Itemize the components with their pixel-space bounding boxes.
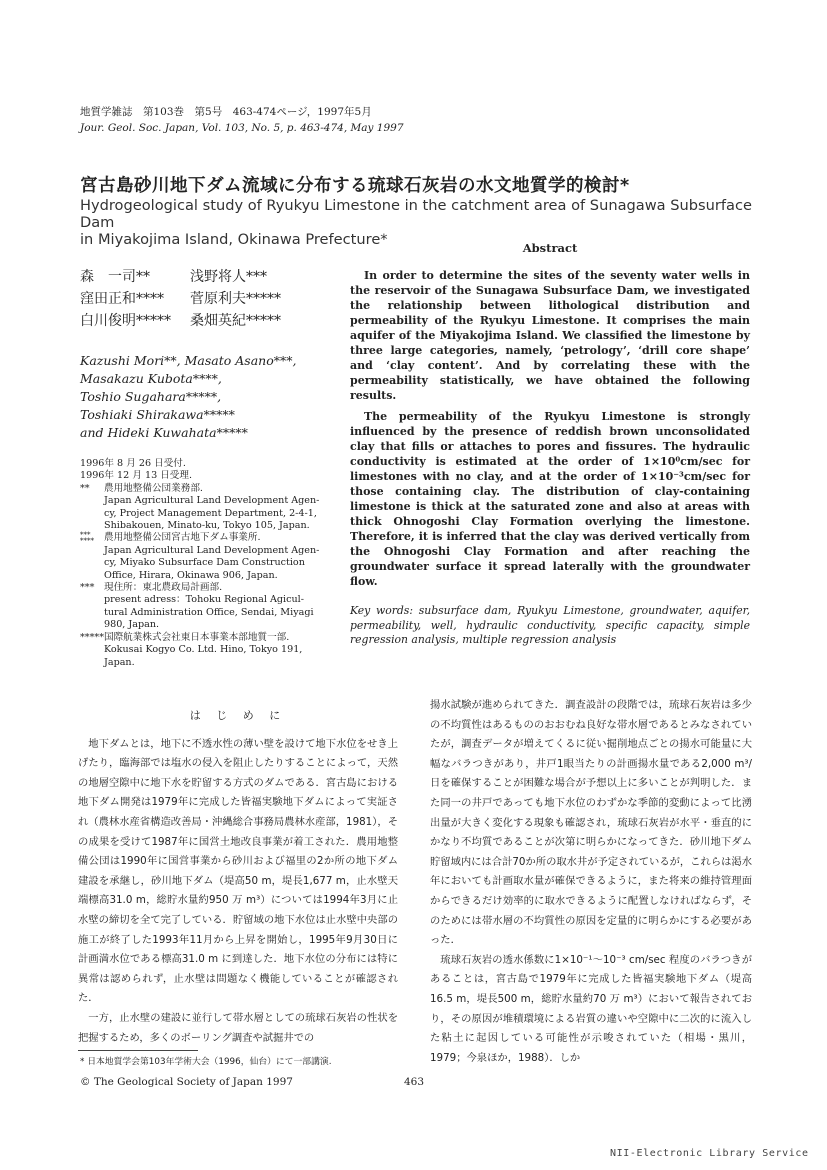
- author-en-line: and Hideki Kuwahata*****: [80, 425, 248, 440]
- author-ja: 菅原利夫*****: [190, 291, 281, 307]
- body-paragraph: 一方，止水壁の建設に並行して帯水層としての琉球石灰岩の性状を把握するため，多くのボーリング調査や試掘井での: [78, 1011, 398, 1044]
- authors-japanese: [80, 266, 300, 332]
- affiliation-line: present adress：Tohoku Regional Agicul-: [104, 594, 304, 606]
- author-ja: 白川俊明*****: [80, 313, 171, 329]
- affiliation-mark: *** ****: [80, 531, 94, 546]
- body-column-right: [430, 696, 752, 1068]
- body-paragraph: 琉球石灰岩の透水係数に1×10⁻¹〜10⁻³ cm/sec 程度のバラつきがあることは，宮古島で1979年に完成した皆福実験地下ダム（堤高16.5 m，堤長500 m，総貯水量約70 万 m³）において報告されており，その原因が堆積環境による岩質の違いや空隙中に二次的に流入した粘土に起因している可能性が示唆されていた（相場・黒川，1979；今泉ほか，1988）．しか: [430, 953, 752, 1064]
- affiliation-line: 980, Japan.: [104, 619, 160, 631]
- title-english-line-2: in Miyakojima Island, Okinawa Prefecture*: [80, 231, 388, 248]
- affiliation: [80, 483, 340, 533]
- journal-citation-en: Jour. Geol. Soc. Japan, Vol. 103, No. 5, p. 463-474, May 1997: [80, 122, 404, 134]
- affiliation-line: 国際航業株式会社東日本事業本部地質一部.: [104, 631, 290, 643]
- introduction-heading: は じ め に: [189, 709, 287, 722]
- page-number: 463: [404, 1076, 425, 1088]
- affiliation-mark: ***: [80, 582, 95, 594]
- body-paragraph: 揚水試験が進められてきた．調査設計の段階では，琉球石灰岩は多少の不均質性はあるもののおおむね良好な帯水層であるとみなされていたが，調査データが増えてくるに従い掘削地点ごとの揚水可能量に大幅なバラつきがあり，井戸1眼当たりの計画揚水量である2,000 m³/日を確保することが困難な場合が予想以上に多いことが判明した．また同一の井戸であっても地下水位のわずかな季節的変動によって比湧出量が大きく変化する現象も確認され，琉球石灰岩が水平・垂直的にかなり不均質であることが次第に明らかになってきた．砂川地下ダム貯留域内には合計70か所の取水井が予定されているが，これらは渇水年においても計画取水量が確保できるように，また将来の維持管理面からできるだけ効率的に取水できるように配置しなければならず，そのためには帯水層の不均質性の原因を定量的に明らかにする必要があった．: [430, 699, 753, 947]
- affiliation-line: cy, Project Management Department, 2-4-1,: [104, 507, 317, 519]
- authors-english: [80, 352, 296, 442]
- affiliation-line: cy, Miyako Subsurface Dam Construction: [104, 557, 305, 569]
- author-ja: 森 一司**: [80, 269, 150, 285]
- keywords: Key words: subsurface dam, Ryukyu Limestone, groundwater, aquifer, permeability, well, hydraulic conductivity, specific capacity, simple regression analysis, multiple regression analysis: [350, 604, 750, 646]
- body-paragraph: 地下ダムとは，地下に不透水性の薄い壁を設けて地下水位をせき上げたり，臨海部では塩水の侵入を阻止したりすることによって，天然の地層空隙中に地下水を貯留する方式のダムである．宮古島における地下ダム開発は1979年に完成した皆福実験地下ダムによって実証され（農林水産省構造改善局・沖縄総合事務局農林水産部，1981），その成果を受けて1987年に国営土地改良事業が着工された．農用地整備公団は1990年に国営事業から砂川および福里の2か所の地下ダム建設を承継し，砂川地下ダム（堤高50 m，堤長1,677 m，止水壁天端標高31.0 m，総貯水量約950 万 m³）については1994年3月に止水壁の締切を全て完了している．貯留域の地下水位は止水壁中央部の施工が終了した1993年11月から上昇を開始し，1995年9月30日に計画満水位である標高31.0 m に到達した．地下水位の分布には特に異常は認められず，止水壁は問題なく機能していることが確認された．: [78, 737, 398, 1005]
- author-en-line: Toshio Sugahara*****,: [80, 389, 222, 404]
- affiliation-line: tural Administration Office, Sendai, Miyagi: [104, 606, 314, 618]
- affiliation: [80, 632, 340, 669]
- accepted-date: 1996年 12 月 13 日受理.: [80, 470, 193, 482]
- affiliation-line: Japan.: [104, 656, 135, 668]
- abstract-heading: Abstract: [522, 241, 578, 255]
- body-column-left: [78, 706, 398, 1048]
- affiliation-line: 農用地整備公団宮古地下ダム事業所.: [104, 532, 261, 544]
- author-ja: 桑畑英紀*****: [190, 313, 281, 329]
- affiliation-mark: **: [80, 482, 90, 494]
- author-ja: 浅野将人***: [190, 269, 267, 285]
- author-en-line: Toshiaki Shirakawa*****: [80, 407, 235, 422]
- dates-and-affiliations: [80, 458, 340, 669]
- abstract: [350, 241, 750, 589]
- journal-citation-ja: 地質学雑誌 第103巻 第5号 463-474ページ，1997年5月: [80, 106, 372, 118]
- affiliation: [80, 532, 340, 582]
- affiliation-line: Japan Agricultural Land Development Agen-: [104, 544, 320, 556]
- abstract-paragraph-1: In order to determine the sites of the seventy water wells in the reservoir of the Sunagawa Subsurface Dam, we investigated the relationship between lithological distribution and permeability of the Ryukyu Limestone. It comprises the main aquifer of the Miyakojima Island. We classified the limestone by three large categories, namely, ‘petrology’, ‘drill core shape’ and ‘clay content’. And by correlating these with the permeability statistically, we have obtained the following results.: [350, 269, 750, 402]
- footnote-divider: [78, 1050, 198, 1051]
- title-japanese: 宮古島砂川地下ダム流域に分布する琉球石灰岩の水文地質学的検討*: [80, 176, 630, 196]
- abstract-paragraph-2: The permeability of the Ryukyu Limestone is strongly influenced by the presence of reddish brown unconsolidated clay that fills or attaches to pores and fissures. The hydraulic conductivity is estimated at the order of 1×10⁰cm/sec for limestones with no clay, and at the order of 1×10⁻³cm/sec for those containing clay. The distribution of clay-containing limestone is thick at the saturated zone and also at areas with thick Ohnogoshi Clay Formation overlying the limestone. Therefore, it is inferred that the clay was derived vertically from the Ohnogoshi Clay Formation and after reaching the groundwater surface it spread laterally with the groundwater flow.: [350, 410, 750, 588]
- affiliation: [80, 582, 340, 632]
- affiliation-mark: *****: [80, 631, 104, 643]
- affiliation-line: Kokusai Kogyo Co. Ltd. Hino, Tokyo 191,: [104, 644, 303, 656]
- nii-watermark: NII-Electronic Library Service: [610, 1148, 809, 1159]
- author-en-line: Masakazu Kubota****,: [80, 371, 222, 386]
- author-ja: 窪田正和****: [80, 291, 164, 307]
- received-date: 1996年 8 月 26 日受付.: [80, 458, 186, 469]
- footnote: * 日本地質学会第103年学術大会（1996，仙台）にて一部講演.: [80, 1057, 332, 1067]
- affiliation-line: Office, Hirara, Okinawa 906, Japan.: [104, 569, 278, 581]
- author-en-line: Kazushi Mori**, Masato Asano***,: [80, 353, 297, 368]
- affiliation-line: Shibakouen, Minato-ku, Tokyo 105, Japan.: [104, 520, 310, 532]
- title-english-line-1: Hydrogeological study of Ryukyu Limestone in the catchment area of Sunagawa Subsurface Dam: [80, 197, 752, 231]
- affiliation-line: 現住所：東北農政局計画部.: [104, 582, 223, 594]
- affiliation-line: 農用地整備公団業務部.: [104, 482, 203, 494]
- copyright: © The Geological Society of Japan 1997: [80, 1076, 293, 1088]
- affiliation-line: Japan Agricultural Land Development Agen-: [104, 495, 320, 507]
- journal-header: [80, 104, 404, 136]
